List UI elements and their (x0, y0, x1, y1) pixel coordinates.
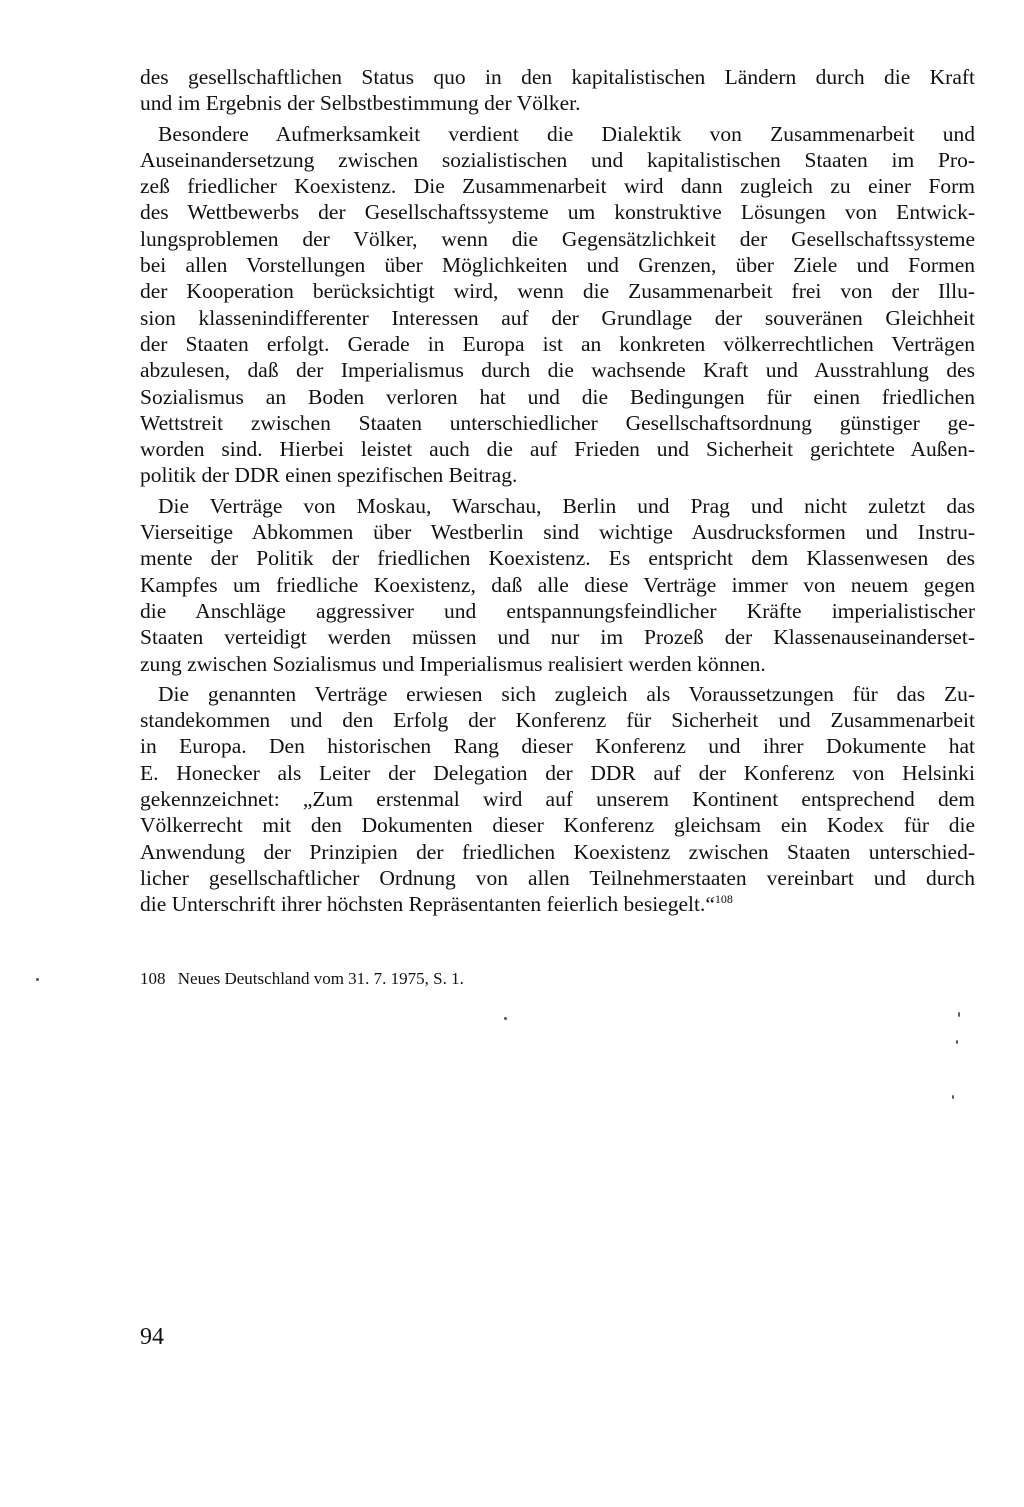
text-line: die Unterschrift ihrer höchsten Repräsentanten feierlich besiegelt.“$^{108}$ (140, 892, 733, 917)
scan-speck (36, 978, 39, 981)
text-line: lungsproblemen der Völker, wenn die Gegensätzlichkeit der Gesellschaftssysteme (140, 226, 975, 251)
text-line: Völkerrecht mit den Dokumenten dieser Konferenz gleichsam ein Kodex für die (140, 813, 975, 838)
text-line: des Wettbewerbs der Gesellschaftssysteme um konstruktive Lösungen von Entwick- (140, 200, 975, 225)
scan-speck (504, 1017, 507, 1020)
text-line: Kampfes um friedliche Koexistenz, daß alle diese Verträge immer von neuem gegen (140, 572, 975, 597)
text-line: licher gesellschaftlicher Ordnung von allen Teilnehmerstaaten vereinbart und durch (140, 865, 975, 890)
scan-speck (956, 1040, 958, 1044)
footnote-number: 108 (140, 969, 166, 988)
text-line: des gesellschaftlichen Status quo in den kapitalistischen Ländern durch die Kraft (140, 65, 975, 89)
text-line: abzulesen, daß der Imperialismus durch die wachsende Kraft und Ausstrahlung des (140, 358, 975, 383)
text-line: die Anschläge aggressiver und entspannungsfeindlicher Kräfte imperialistischer (140, 598, 975, 623)
footnote (140, 968, 464, 990)
text-line: E. Honecker als Leiter der Delegation der DDR auf der Konferenz von Helsinki (140, 760, 975, 785)
text-line: mente der Politik der friedlichen Koexistenz. Es entspricht dem Klassenwesen des (140, 546, 975, 571)
text-line: gekennzeichnet: „Zum erstenmal wird auf unserem Kontinent entsprechend dem (140, 787, 975, 812)
body-text (140, 64, 975, 918)
text-line: in Europa. Den historischen Rang dieser Konferenz und ihrer Dokumente hat (140, 734, 975, 759)
text-line: sion klassenindifferenter Interessen auf der Grundlage der souveränen Gleichheit (140, 305, 975, 330)
scan-speck (958, 1012, 960, 1017)
scan-speck (952, 1095, 954, 1099)
text-line: und im Ergebnis der Selbstbestimmung der Völker. (140, 91, 581, 116)
page-number: 94 (140, 1324, 164, 1350)
text-line: politik der DDR einen spezifischen Beitrag. (140, 463, 518, 488)
text-line: der Staaten erfolgt. Gerade in Europa ist an konkreten völkerrechtlichen Verträgen (140, 331, 975, 356)
text-line: bei allen Vorstellungen über Möglichkeiten und Grenzen, über Ziele und Formen (140, 253, 975, 278)
text-line: zung zwischen Sozialismus und Imperialismus realisiert werden können. (140, 651, 766, 676)
text-line: Wettstreit zwischen Staaten unterschiedlicher Gesellschaftsordnung günstiger ge- (140, 410, 975, 435)
text-line: Auseinandersetzung zwischen sozialistischen und kapitalistischen Staaten im Pro- (140, 147, 975, 172)
text-line: Sozialismus an Boden verloren hat und die Bedingungen für einen friedlichen (140, 384, 975, 409)
text-line: Staaten verteidigt werden müssen und nur im Prozeß der Klassenauseinanderset- (140, 625, 975, 650)
text-line: Vierseitige Abkommen über Westberlin sind wichtige Ausdrucksformen und Instru- (140, 520, 975, 545)
text-line: der Kooperation berücksichtigt wird, wenn die Zusammenarbeit frei von der Illu- (140, 279, 975, 304)
text-line: standekommen und den Erfolg der Konferenz für Sicherheit und Zusammenarbeit (140, 708, 975, 733)
text-line: zeß friedlicher Koexistenz. Die Zusammenarbeit wird dann zugleich zu einer Form (140, 174, 975, 199)
footnote-text: Neues Deutschland vom 31. 7. 1975, S. 1. (177, 969, 464, 988)
footnote-reference: 108 (714, 892, 733, 907)
text-line: Anwendung der Prinzipien der friedlichen Koexistenz zwischen Staaten unterschied- (140, 839, 975, 864)
text-line: Besondere Aufmerksamkeit verdient die Dialektik von Zusammenarbeit und (158, 121, 975, 146)
text-line: Die Verträge von Moskau, Warschau, Berlin und Prag und nicht zuletzt das (158, 493, 975, 518)
text-line: worden sind. Hierbei leistet auch die auf Frieden und Sicherheit gerichtete Außen- (140, 437, 975, 462)
text-line: Die genannten Verträge erwiesen sich zugleich als Voraussetzungen für das Zu- (158, 681, 975, 706)
